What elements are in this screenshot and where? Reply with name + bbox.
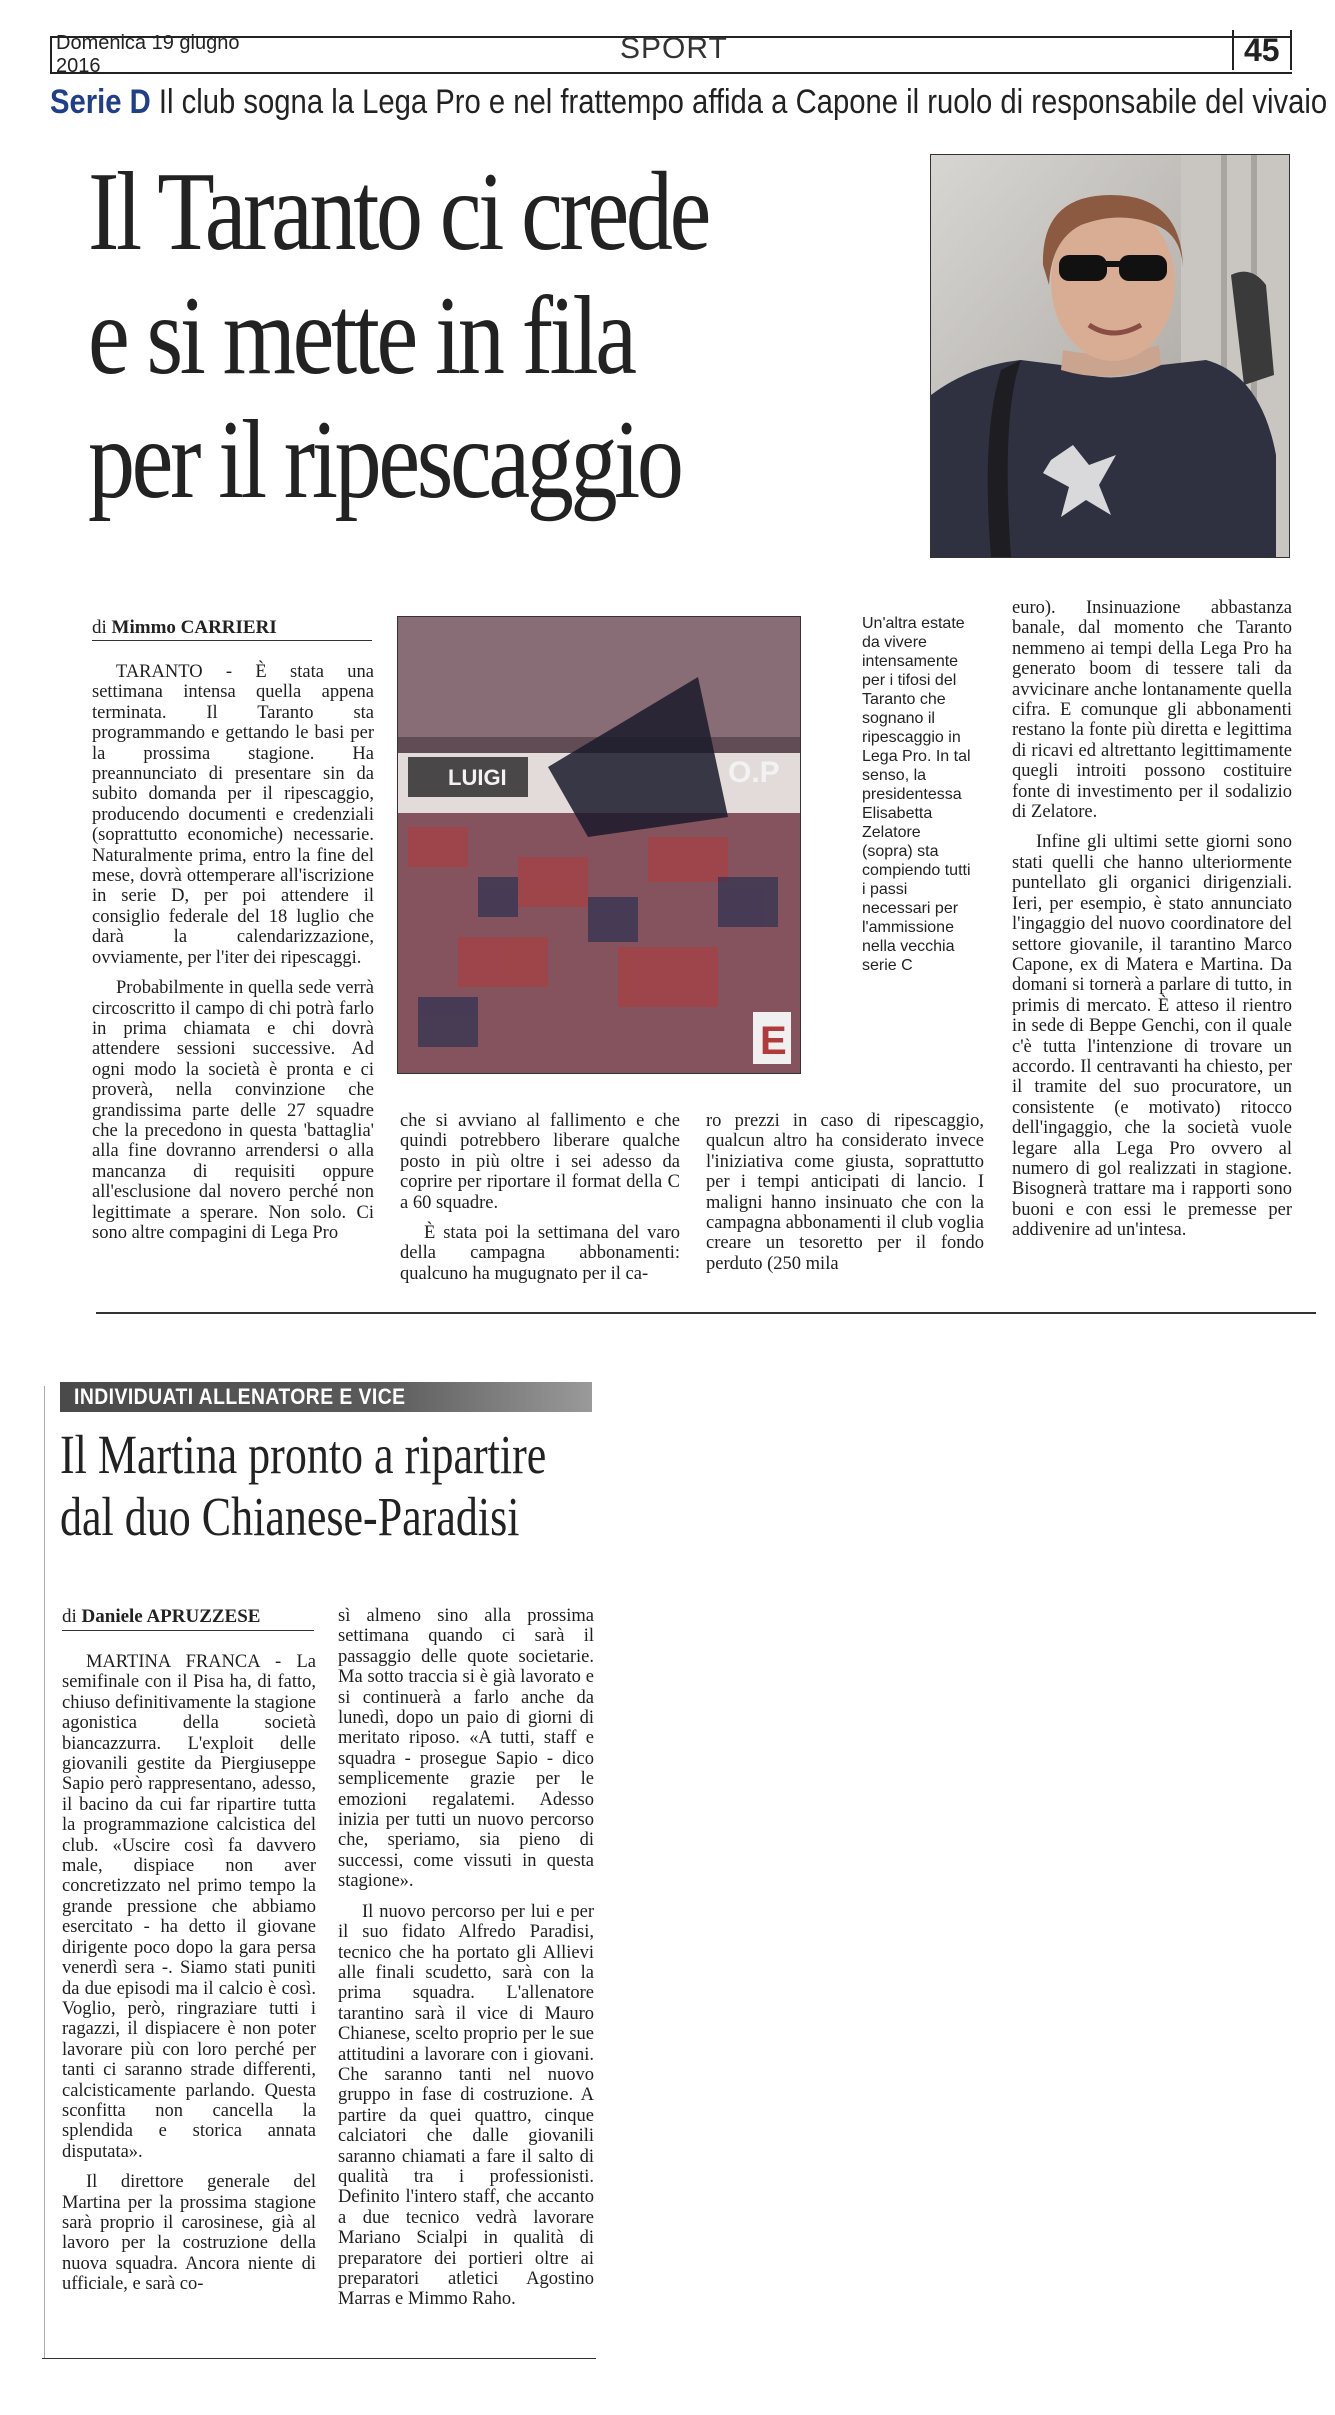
article2-column-2: [338, 1606, 594, 2310]
article1-col4-para2: Infine gli ultimi sette giorni sono stati quelli che hanno ulteriormente puntellato gli organici dirigenziali. Ieri, per esempio, è stato annunciato l'ingaggio del nuovo coordinatore del settore giovanile, il tarantino Marco Capone, ex di Matera e Martina. Da domani si tornerà a parlare di tutto, in primis di mercato. È atteso il rientro in sede di Beppe Genchi, con il quale c'è tutta l'intenzione di trovare un accordo. Il centravanti ha chiesto, per il tramite del suo procuratore, un consistente (e motivato) ritocco dell'ingaggio, che la società vuole legare alla Lega Pro ovvero al numero di gol realizzati in stagione. Bisognerà trattare ma i rapporti sono buoni e con essi le premesse per addivenire ad un'intesa.: [1012, 832, 1292, 1241]
article2-tag: [60, 1382, 592, 1412]
article1-column-3: [706, 1111, 984, 1274]
article2-headline-line-2: dal duo Chianese-Paradisi: [60, 1486, 520, 1547]
article1-headline: [88, 150, 794, 522]
article1-col1-para1: TARANTO - È stata una settimana intensa quella appena terminata. Il Taranto sta programmando e gettando le basi per la prossima stagione. Ha preannunciato di presentare sin da subito domanda per il ripescaggio, producendo documenti e credenziali (soprattutto economiche) necessarie. Naturalmente prima, entro la fine del mese, dovrà ottemperare all'iscrizione in serie D, per poi attendere il consiglio federale del 18 luglio che darà la calendarizzazione, ovviamente, per l'iter dei ripescaggi.: [92, 662, 374, 968]
article-separator: [96, 1312, 1316, 1314]
stadium-banner-text: LUIGI: [448, 765, 507, 790]
stadium-photo-illustration: [398, 617, 800, 1073]
president-photo-illustration: [931, 155, 1289, 557]
article1-column-2: [400, 1111, 680, 1284]
byline-prefix: di: [92, 617, 107, 638]
article2-bottom-rule: [42, 2358, 596, 2359]
article1-col1-para2: Probabilmente in quella sede verrà circoscritto il campo di chi potrà farlo in prima chiamata e chi dovrà attendere sessioni successive. Ad ogni modo la società è pronta e ci proverà, nella convinzione che grandissima parte delle 27 squadre che la precedono in questa 'battaglia' alla fine dovranno arrendersi o alla mancanza di requisiti oppure all'esclusione dal novero perché non legittimate a sperare. Non solo. Ci sono altre compagini di Lega Pro: [92, 978, 374, 1243]
article2-headline-line-1: Il Martina pronto a ripartire: [60, 1424, 547, 1485]
stadium-letter-e: E: [760, 1019, 787, 1063]
section-name: SPORT: [620, 32, 728, 65]
header-pagebox-right-bar: [1290, 30, 1292, 70]
article1-byline: [92, 617, 277, 639]
headline-line-2: e si mette in fila: [88, 274, 634, 398]
article2-headline: [60, 1424, 547, 1548]
article1-col2-para2: È stata poi la settimana del varo della campagna abbonamenti: qualcuno ha mugugnato per il ca-: [400, 1223, 680, 1284]
article1-column-1: [92, 662, 374, 1243]
header-date-line2: 2016: [56, 55, 101, 77]
article1-col2-para1: che si avviano al fallimento e che quindi potrebbero liberare qualche posto in più oltre i sei adesso da coprire per riportare il format della C a 60 squadre.: [400, 1111, 680, 1213]
article2-left-rule: [44, 1386, 45, 2358]
article1-column-4: [1012, 598, 1292, 1241]
president-photo: [930, 154, 1290, 558]
byline-author: Mimmo CARRIERI: [111, 617, 277, 638]
article2-col1-para2: Il direttore generale del Martina per la prossima stagione sarà proprio il carosinese, già al lavoro per la costruzione della nuova squadra. Ancora niente di ufficiale, e sarà co-: [62, 2172, 316, 2295]
article2-col1-para1: MARTINA FRANCA - La semifinale con il Pisa ha, di fatto, chiuso definitivamente la stagione agonistica della società biancazzurra. L'exploit delle giovanili gestite da Piergiuseppe Sapio però rappresentano, adesso, il bacino da cui far ripartire tutta la programmazione calcistica del club. «Uscire così fa davvero male, dispiace non aver concretizzato nel primo tempo la grande pressione che abbiamo esercitato - ha detto il giovane dirigente poco dopo la gara persa venerdì sera -. Siamo stati puniti da due episodi ma il calcio è così. Voglio, però, ringraziare tutti i ragazzi, il dispiacere è non poter lavorare più con loro perché per tanti ci saranno strade differenti, calcisticamente parlando. Questa sconfitta non cancella la splendida e storica annata disputata».: [62, 1652, 316, 2162]
stadium-banner-text-2: O.P: [728, 756, 780, 789]
header-left-bar: [50, 36, 52, 74]
article2-byline: [62, 1606, 260, 1628]
byline-author: Daniele APRUZZESE: [81, 1606, 261, 1627]
headline-line-1: Il Taranto ci crede: [88, 150, 708, 274]
byline-prefix: di: [62, 1606, 77, 1627]
article1-col4-para1: euro). Insinuazione abbastanza banale, dal momento che Taranto nemmeno ai tempi della Lega Pro ha generato boom di tessere tali da avvicinare anche lontanamente quella cifra. E comunque gli abbonamenti restano la fonte più diretta e legittima di ricavi ed altrettanto legittimamente quegli introiti possono costituire fonte di investimento per il sodalizio di Zelatore.: [1012, 598, 1292, 823]
article2-column-1: [62, 1652, 316, 2295]
page-number: 45: [1244, 32, 1280, 68]
byline-rule: [92, 640, 372, 641]
stadium-photo: [397, 616, 801, 1074]
article2-byline-rule: [62, 1630, 314, 1631]
article2-tag-text: INDIVIDUATI ALLENATORE E VICE: [74, 1384, 406, 1409]
header-pagebox-left-bar: [1232, 30, 1234, 70]
headline-line-3: per il ripescaggio: [88, 398, 681, 522]
article2-col2-para2: Il nuovo percorso per lui e per il suo fidato Alfredo Paradisi, tecnico che ha portato gli Allievi alle finali scudetto, sarà con la prima squadra. L'allenatore tarantino sarà il vice di Mauro Chianese, scelto proprio per le sue attitudini a lavorare con i giovani. Che saranno tanti nel nuovo gruppo in fase di costruzione. A partire da quei quattro, cinque calciatori che dalle giovanili saranno chiamati a fare il salto di qualità tra i professionisti. Definito l'intero staff, che accanto a due tecnico vedrà lavorare Mariano Scialpi in qualità di preparatore dei portieri oltre ai preparatori atletici Agostino Marras e Mimmo Raho.: [338, 1901, 594, 2310]
kicker-label: Serie D: [50, 83, 151, 121]
article1-kicker: [50, 82, 1328, 122]
article1-col3-para1: ro prezzi in caso di ripescaggio, qualcun altro ha considerato invece l'iniziativa come giusta, soprattutto per i tempi anticipati di lancio. I maligni hanno insinuato che con la campagna abbonamenti il club voglia creare un tesoretto per il fondo perduto (250 mila: [706, 1111, 984, 1274]
header-date-line1: Domenica 19 giugno: [56, 32, 240, 54]
header-date: [56, 32, 239, 78]
article2-col2-para1: sì almeno sino alla prossima settimana quando ci sarà il passaggio delle quote societarie. Ma sotto traccia si è già lavorato e si continuerà a farlo anche da lunedì, dopo un paio di giorni di meritato riposo. «A tutti, staff e squadra - prosegue Sapio - dico semplicemente grazie per le emozioni regalatemi. Adesso inizia per tutti un nuovo percorso che, speriamo, sia pieno di successi, come vissuti in questa stagione».: [338, 1606, 594, 1892]
photo-caption: Un'altra estate da vivere intensamente per i tifosi del Taranto che sognano il ripescaggio in Lega Pro. In tal senso, la presidentessa Elisabetta Zelatore (sopra) sta compiendo tutti i passi necessari per l'ammissione nella vecchia serie C: [862, 615, 971, 974]
kicker-text: Il club sogna la Lega Pro e nel frattempo affida a Capone il ruolo di responsabile del vivaio: [158, 83, 1328, 121]
